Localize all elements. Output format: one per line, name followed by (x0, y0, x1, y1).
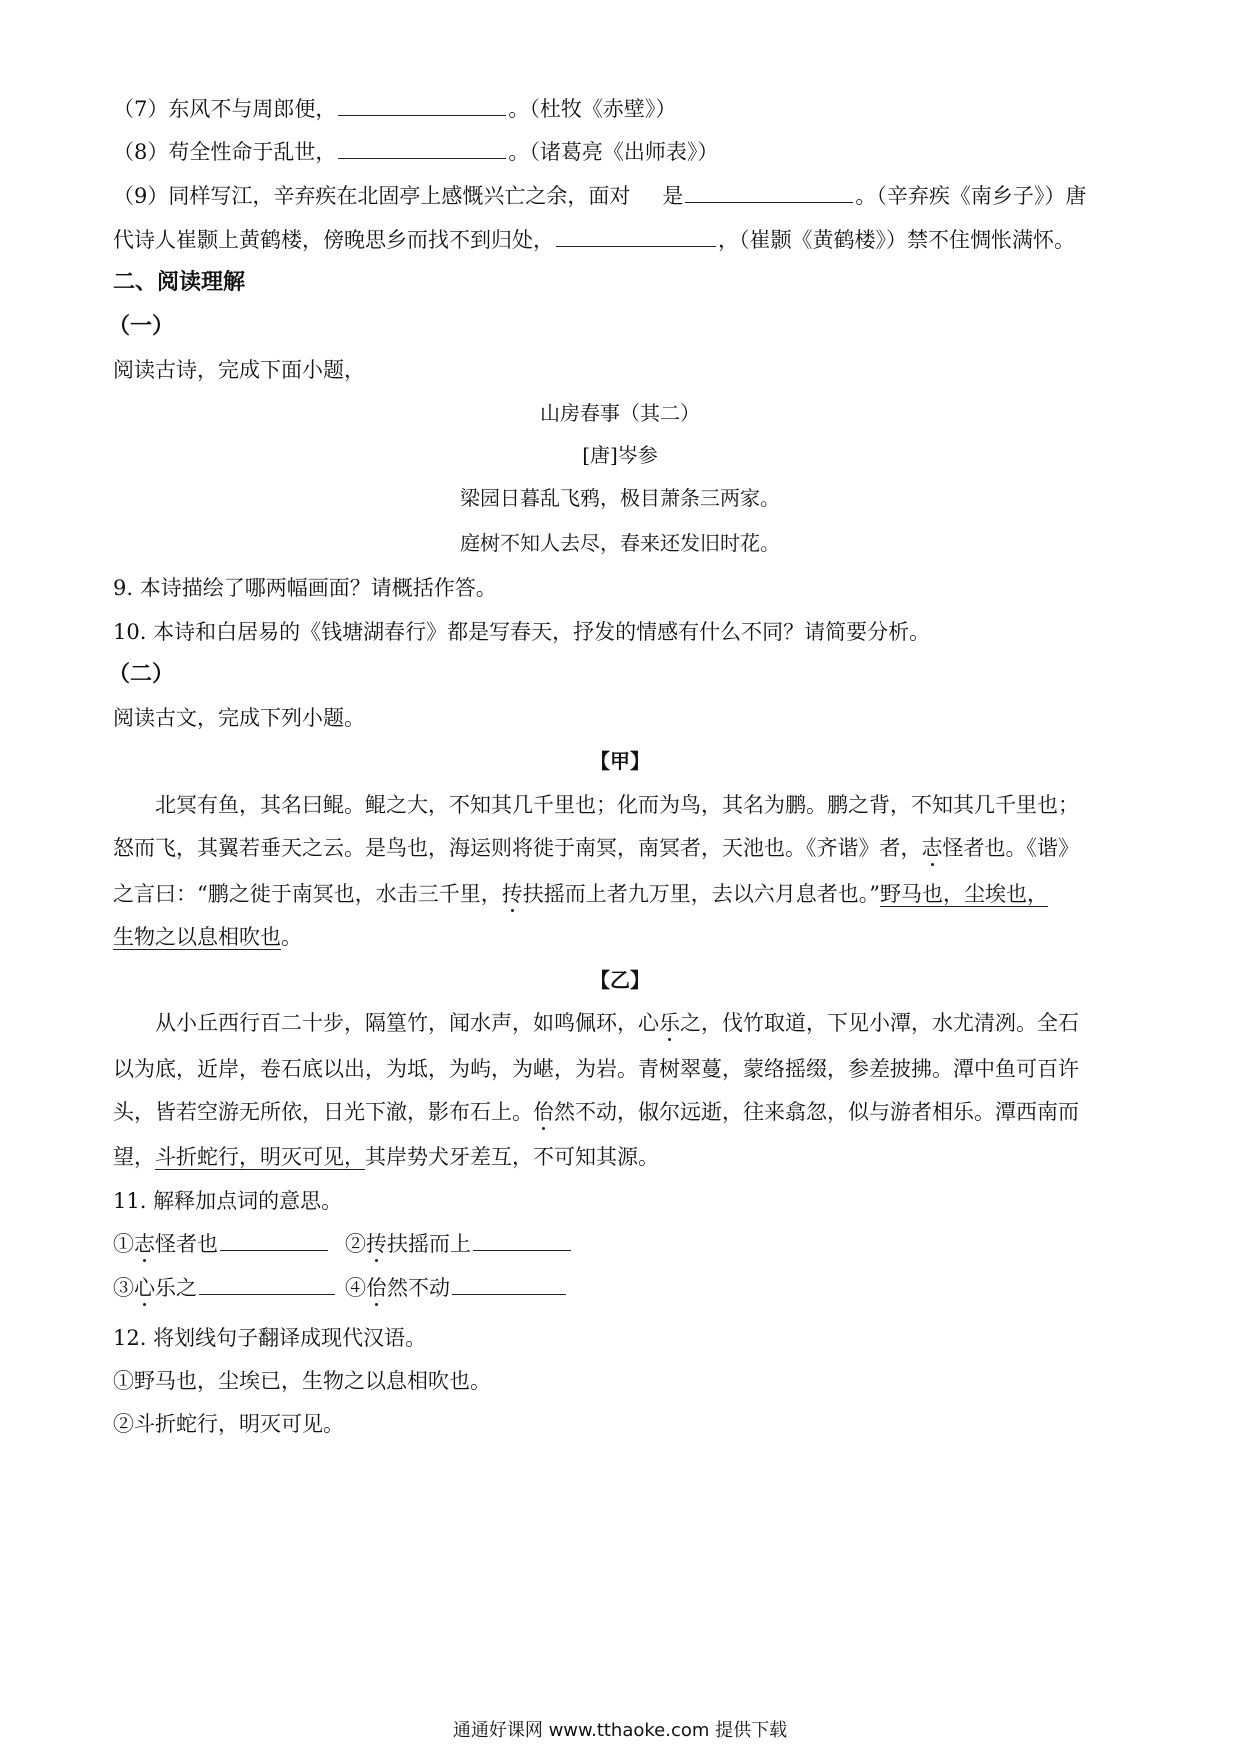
q11-marker: ④ (345, 1276, 366, 1300)
q11-blank-2[interactable] (473, 1228, 571, 1251)
yi-text: 然不动，俶尔远逝，往来翕忽，似与游者相乐。潭西南而 (554, 1100, 1079, 1124)
q11-item-2 (345, 1228, 573, 1259)
poem-author: [唐]岑参 (582, 443, 658, 467)
underlined-sentence-1a: 野马也，尘埃也， (879, 882, 1048, 906)
q11-item-3 (113, 1272, 337, 1303)
fill-in-q7 (113, 93, 676, 124)
passage-yi-line-1 (155, 1008, 1079, 1038)
dotted-char: 抟 (366, 1232, 387, 1256)
q11-marker: ③ (113, 1276, 134, 1300)
q11-item-4 (345, 1272, 568, 1303)
part1-label: （一） (108, 314, 175, 339)
jia-text: 之言曰：“鹏之徙于南冥也，水击三千里， (113, 882, 502, 906)
passage-yi-label: 【乙】 (590, 968, 650, 992)
part1-instruction: 阅读古诗，完成下面小题， (113, 358, 365, 382)
q8-number: （8） (113, 140, 169, 164)
dotted-char: 抟 (501, 882, 523, 906)
q11-marker: ② (345, 1232, 366, 1256)
jia-text: 怒而飞，其翼若垂天之云。是鸟也，海运则将徙于南冥，南冥者，天池也。《齐谐》者， (113, 836, 922, 860)
q7-text: 东风不与周郎便， (168, 97, 337, 121)
q12-sentence-1: ①野马也，尘埃已，生物之以息相吹也。 (113, 1369, 491, 1393)
q11-blank-4[interactable] (452, 1272, 566, 1295)
poem-line-1: 梁园日暮乱飞鸦，极目萧条三两家。 (460, 486, 780, 510)
q11-phrase: 乐之 (155, 1276, 197, 1300)
q9-number: （9） (113, 184, 169, 208)
fill-in-q8 (113, 136, 718, 167)
question-12: 12. 将划线句子翻译成现代汉语。 (113, 1326, 427, 1350)
passage-jia-label: 【甲】 (590, 749, 650, 773)
dotted-char: 乐 (659, 1011, 680, 1035)
yi-text: 之，伐竹取道，下见小潭，水尤清冽。全石 (680, 1011, 1079, 1035)
yi-text: 头，皆若空游无所依，日光下澈，影布石上。 (113, 1100, 533, 1124)
yi-text: 从小丘西行百二十步，隔篁竹，闻水声，如鸣佩环，心 (155, 1011, 659, 1035)
q11-phrase: 然不动 (387, 1276, 450, 1300)
passage-yi-line-2: 以为底，近岸，卷石底以出，为坻，为屿，为嵁，为岩。青树翠蔓，蒙络摇缀，参差披拂。潭中鱼可百许 (113, 1057, 1079, 1081)
q9-line2-a: 代诗人崔颢上黄鹤楼，傍晚思乡而找不到归处， (113, 228, 554, 252)
dotted-char: 佁 (366, 1276, 387, 1300)
poem-title: 山房春事（其二） (540, 401, 700, 425)
q9-blank-1[interactable] (685, 180, 853, 203)
question-11: 11. 解释加点词的意思。 (113, 1189, 343, 1213)
passage-yi-line-4 (113, 1142, 659, 1172)
fill-in-q9-line1 (113, 180, 1086, 211)
q8-blank[interactable] (338, 136, 506, 159)
q9-blank-2[interactable] (556, 224, 716, 247)
underlined-sentence-1b: 生物之以息相吹也 (113, 925, 281, 949)
q9-part1: 同样写江，辛弃疾在北固亭上感慨兴亡之余，面对 (168, 184, 631, 208)
dotted-char: 佁 (533, 1100, 554, 1124)
fill-in-q9-line2 (113, 224, 1075, 255)
q7-blank[interactable] (338, 93, 506, 116)
passage-jia-line-1: 北冥有鱼，其名曰鲲。鲲之大，不知其几千里也；化而为鸟，其名为鹏。鹏之背，不知其几千里也； (155, 793, 1079, 817)
q8-text: 苟全性命于乱世， (168, 140, 337, 164)
q11-item-1 (113, 1228, 330, 1259)
underlined-sentence-2: 斗折蛇行，明灭可见， (155, 1145, 365, 1169)
part2-instruction: 阅读古文，完成下列小题。 (113, 706, 365, 730)
q9-line2-b: ，（崔颢《黄鹤楼》）禁不住惆怅满怀。 (718, 228, 1075, 252)
section-title: 二、阅读理解 (113, 270, 246, 295)
q11-blank-3[interactable] (199, 1272, 335, 1295)
dotted-char: 心 (134, 1276, 155, 1300)
question-10: 10. 本诗和白居易的《钱塘湖春行》都是写春天，抒发的情感有什么不同？请简要分析。 (113, 620, 931, 644)
poem-line-2: 庭树不知人去尽，春来还发旧时花。 (460, 531, 780, 555)
dotted-char: 志 (134, 1232, 155, 1256)
q11-phrase: 扶摇而上 (387, 1232, 471, 1256)
jia-text: 怪者也。《谐》 (942, 836, 1079, 860)
q11-marker: ① (113, 1232, 134, 1256)
q7-source: 。（杜牧《赤壁》） (508, 97, 677, 121)
q11-phrase: 怪者也 (155, 1232, 218, 1256)
q7-number: （7） (113, 97, 169, 121)
jia-text: 。 (281, 925, 302, 949)
q9-part3: 。（辛弃疾《南乡子》）唐 (855, 184, 1087, 208)
jia-text: 扶摇而上者九万里，去以六月息者也。” (522, 882, 880, 906)
passage-yi-line-3 (113, 1097, 1079, 1127)
passage-jia-line-2 (113, 833, 1079, 863)
yi-text: 其岸势犬牙差互，不可知其源。 (365, 1145, 659, 1169)
page-footer: 通通好课网 www.tthaoke.com 提供下载 (452, 1720, 788, 1741)
question-9: 9. 本诗描绘了哪两幅画面？请概括作答。 (113, 576, 497, 600)
dotted-char: 志 (921, 836, 943, 860)
q11-blank-1[interactable] (220, 1228, 328, 1251)
q12-sentence-2: ②斗折蛇行，明灭可见。 (113, 1412, 344, 1436)
q8-source: 。（诸葛亮《出师表》） (508, 140, 719, 164)
passage-jia-line-3 (113, 879, 1048, 909)
yi-text: 望， (113, 1145, 155, 1169)
q9-part2: 是 (662, 184, 684, 208)
passage-jia-line-4 (113, 922, 302, 952)
part2-label: （二） (108, 662, 175, 687)
